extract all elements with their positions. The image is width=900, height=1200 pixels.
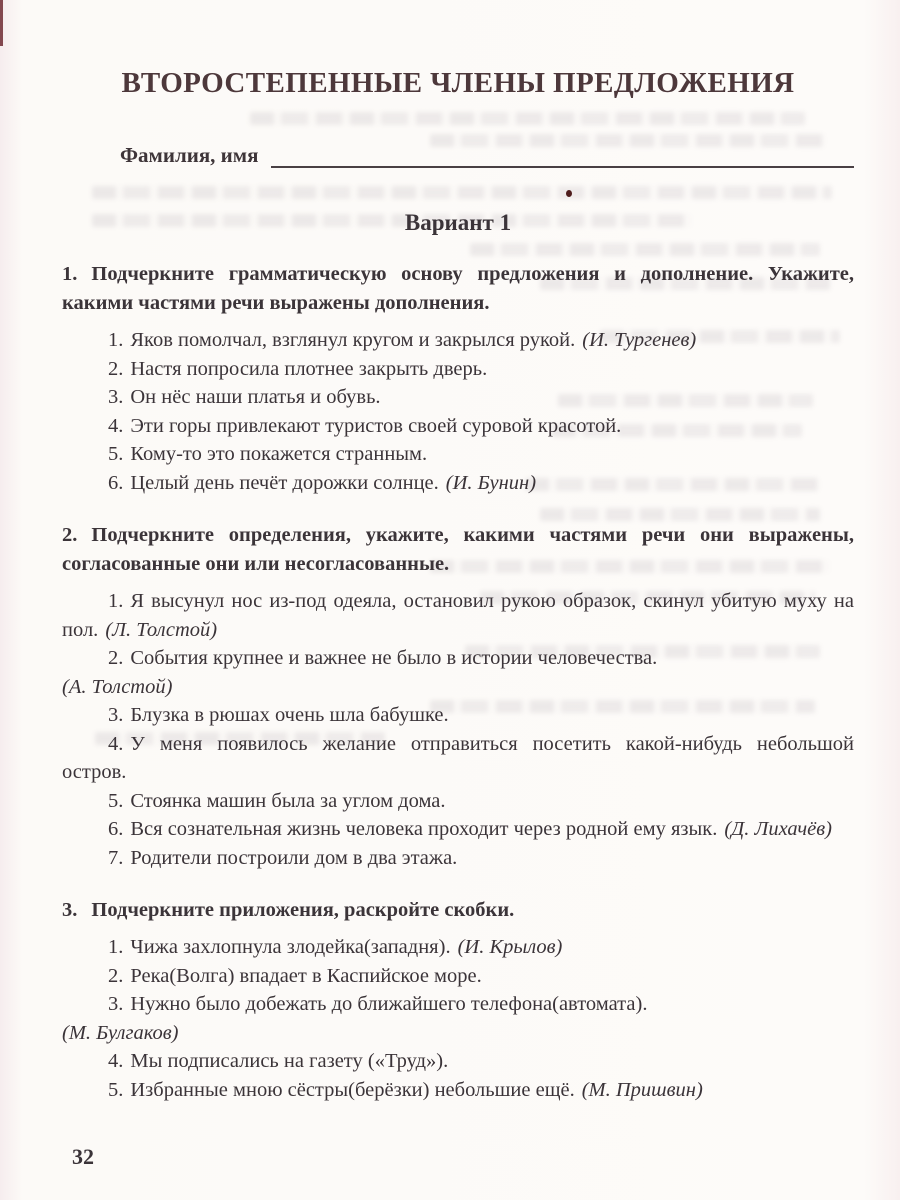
page-edge-artifact (0, 0, 3, 46)
sentence-number: 3. (108, 704, 124, 726)
sentence-item (62, 787, 854, 816)
sentence-item (62, 644, 854, 701)
sentence-number: 6. (108, 818, 124, 840)
page-content (62, 64, 854, 1104)
sentence-item (62, 701, 854, 730)
sentence-number: 2. (108, 357, 124, 380)
sentence-number: 1. (108, 936, 124, 958)
sentence-list (62, 326, 854, 497)
sentence-number: 5. (108, 443, 124, 465)
sentence-author: (И. Бунин) (445, 471, 537, 494)
sentence-item (62, 990, 854, 1047)
sentence-text: Родители построили дом в два этажа. (130, 846, 458, 869)
sentence-number: 2. (108, 647, 124, 669)
sentence-author: (И. Тургенев) (582, 329, 697, 351)
sentence-text: Яков помолчал, взглянул кругом и закрылся рукой. (130, 329, 576, 351)
sentence-text: Я высунул нос из-под одеяла, остановил рукою образок, скинул убитую муху на пол. (62, 590, 854, 641)
sentence-item (62, 815, 854, 844)
sentence-number: 4. (108, 414, 124, 437)
sentence-text: У меня появилось желание отправиться посетить какой-нибудь небольшой остров. (62, 732, 854, 783)
sentence-item (62, 469, 854, 498)
exercise-instruction (62, 521, 854, 579)
sentence-author: (Д. Лихачёв) (724, 818, 833, 840)
sentence-author: (М. Пришвин) (581, 1078, 703, 1101)
sentence-text: Чижа захлопнула злодейка(западня). (130, 936, 451, 958)
exercise-1 (62, 260, 854, 497)
exercise-3 (62, 896, 854, 1104)
sentence-item (62, 962, 854, 991)
sentence-text: Блузка в рюшах очень шла бабушке. (130, 704, 449, 726)
sentence-item (62, 587, 854, 644)
sentence-item (62, 1076, 854, 1105)
sentence-item (62, 326, 854, 355)
sentence-text: Избранные мною сёстры(берёзки) небольшие ещё. (130, 1078, 575, 1101)
sentence-text: Целый день печёт дорожки солнце. (130, 471, 439, 494)
sentence-item (62, 355, 854, 384)
sentence-text: Стоянка машин была за углом дома. (130, 789, 446, 812)
exercise-instruction (62, 260, 854, 318)
name-field-label: Фамилия, имя (120, 143, 259, 167)
sentence-text: Он нёс наши платья и обувь. (130, 386, 381, 408)
exercise-instruction-text: Подчеркните определения, укажите, какими частями речи они выражены, согласованные они или несогласованные. (62, 524, 854, 575)
sentence-number: 4. (108, 1050, 124, 1072)
sentence-text: Река(Волга) впадает в Каспийское море. (130, 964, 482, 987)
sentence-item (62, 730, 854, 787)
exercise-number: 2. (62, 524, 78, 546)
name-field-row (120, 142, 854, 168)
sentence-author: (И. Крылов) (457, 936, 563, 958)
exercise-instruction-text: Подчеркните приложения, раскройте скобки. (91, 899, 515, 921)
exercise-number: 3. (62, 899, 78, 921)
sentence-list (62, 587, 854, 872)
sentence-number: 4. (108, 732, 124, 755)
sentence-item (62, 1047, 854, 1076)
page-title: ВТОРОСТЕПЕННЫЕ ЧЛЕНЫ ПРЕДЛОЖЕНИЯ (121, 67, 795, 99)
sentence-author: (Л. Толстой) (105, 618, 218, 641)
sentence-item (62, 440, 854, 469)
sentence-item (62, 844, 854, 873)
sentence-number: 1. (108, 329, 124, 351)
sentence-text: Кому-то это покажется странным. (130, 443, 428, 465)
sentence-text: Вся сознательная жизнь человека проходит через родной ему язык. (130, 818, 718, 840)
sentence-number: 3. (108, 386, 124, 408)
name-fill-in-line (271, 143, 854, 168)
sentence-text: События крупнее и важнее не было в истории человечества. (130, 647, 658, 669)
sentence-number: 6. (108, 471, 124, 494)
sentence-item (62, 933, 854, 962)
exercise-number: 1. (62, 263, 78, 285)
sentence-text: Настя попросила плотнее закрыть дверь. (130, 357, 488, 380)
sentence-author: (А. Толстой) (62, 675, 173, 698)
sentence-item (62, 412, 854, 441)
sentence-text: Мы подписались на газету («Труд»). (130, 1050, 449, 1072)
sentence-number: 2. (108, 964, 124, 987)
page-number: 32 (72, 1144, 94, 1169)
sentence-number: 5. (108, 1078, 124, 1101)
sentence-number: 5. (108, 789, 124, 812)
sentence-text: Эти горы привлекают туристов своей суровой красотой. (130, 414, 622, 437)
exercise-instruction-text: Подчеркните грамматическую основу предложения и дополнение. Укажите, какими частями речи выражены дополнения. (62, 263, 854, 314)
exercise-instruction (62, 896, 854, 925)
variant-heading: Вариант 1 (404, 210, 512, 235)
sentence-number: 7. (108, 846, 124, 869)
sentence-author: (М. Булгаков) (62, 1021, 179, 1044)
sentence-text: Нужно было добежать до ближайшего телефона(автомата). (130, 993, 648, 1015)
exercise-2 (62, 521, 854, 872)
sentence-list (62, 933, 854, 1104)
sentence-number: 3. (108, 993, 124, 1015)
sentence-item (62, 383, 854, 412)
sentence-number: 1. (108, 590, 124, 612)
